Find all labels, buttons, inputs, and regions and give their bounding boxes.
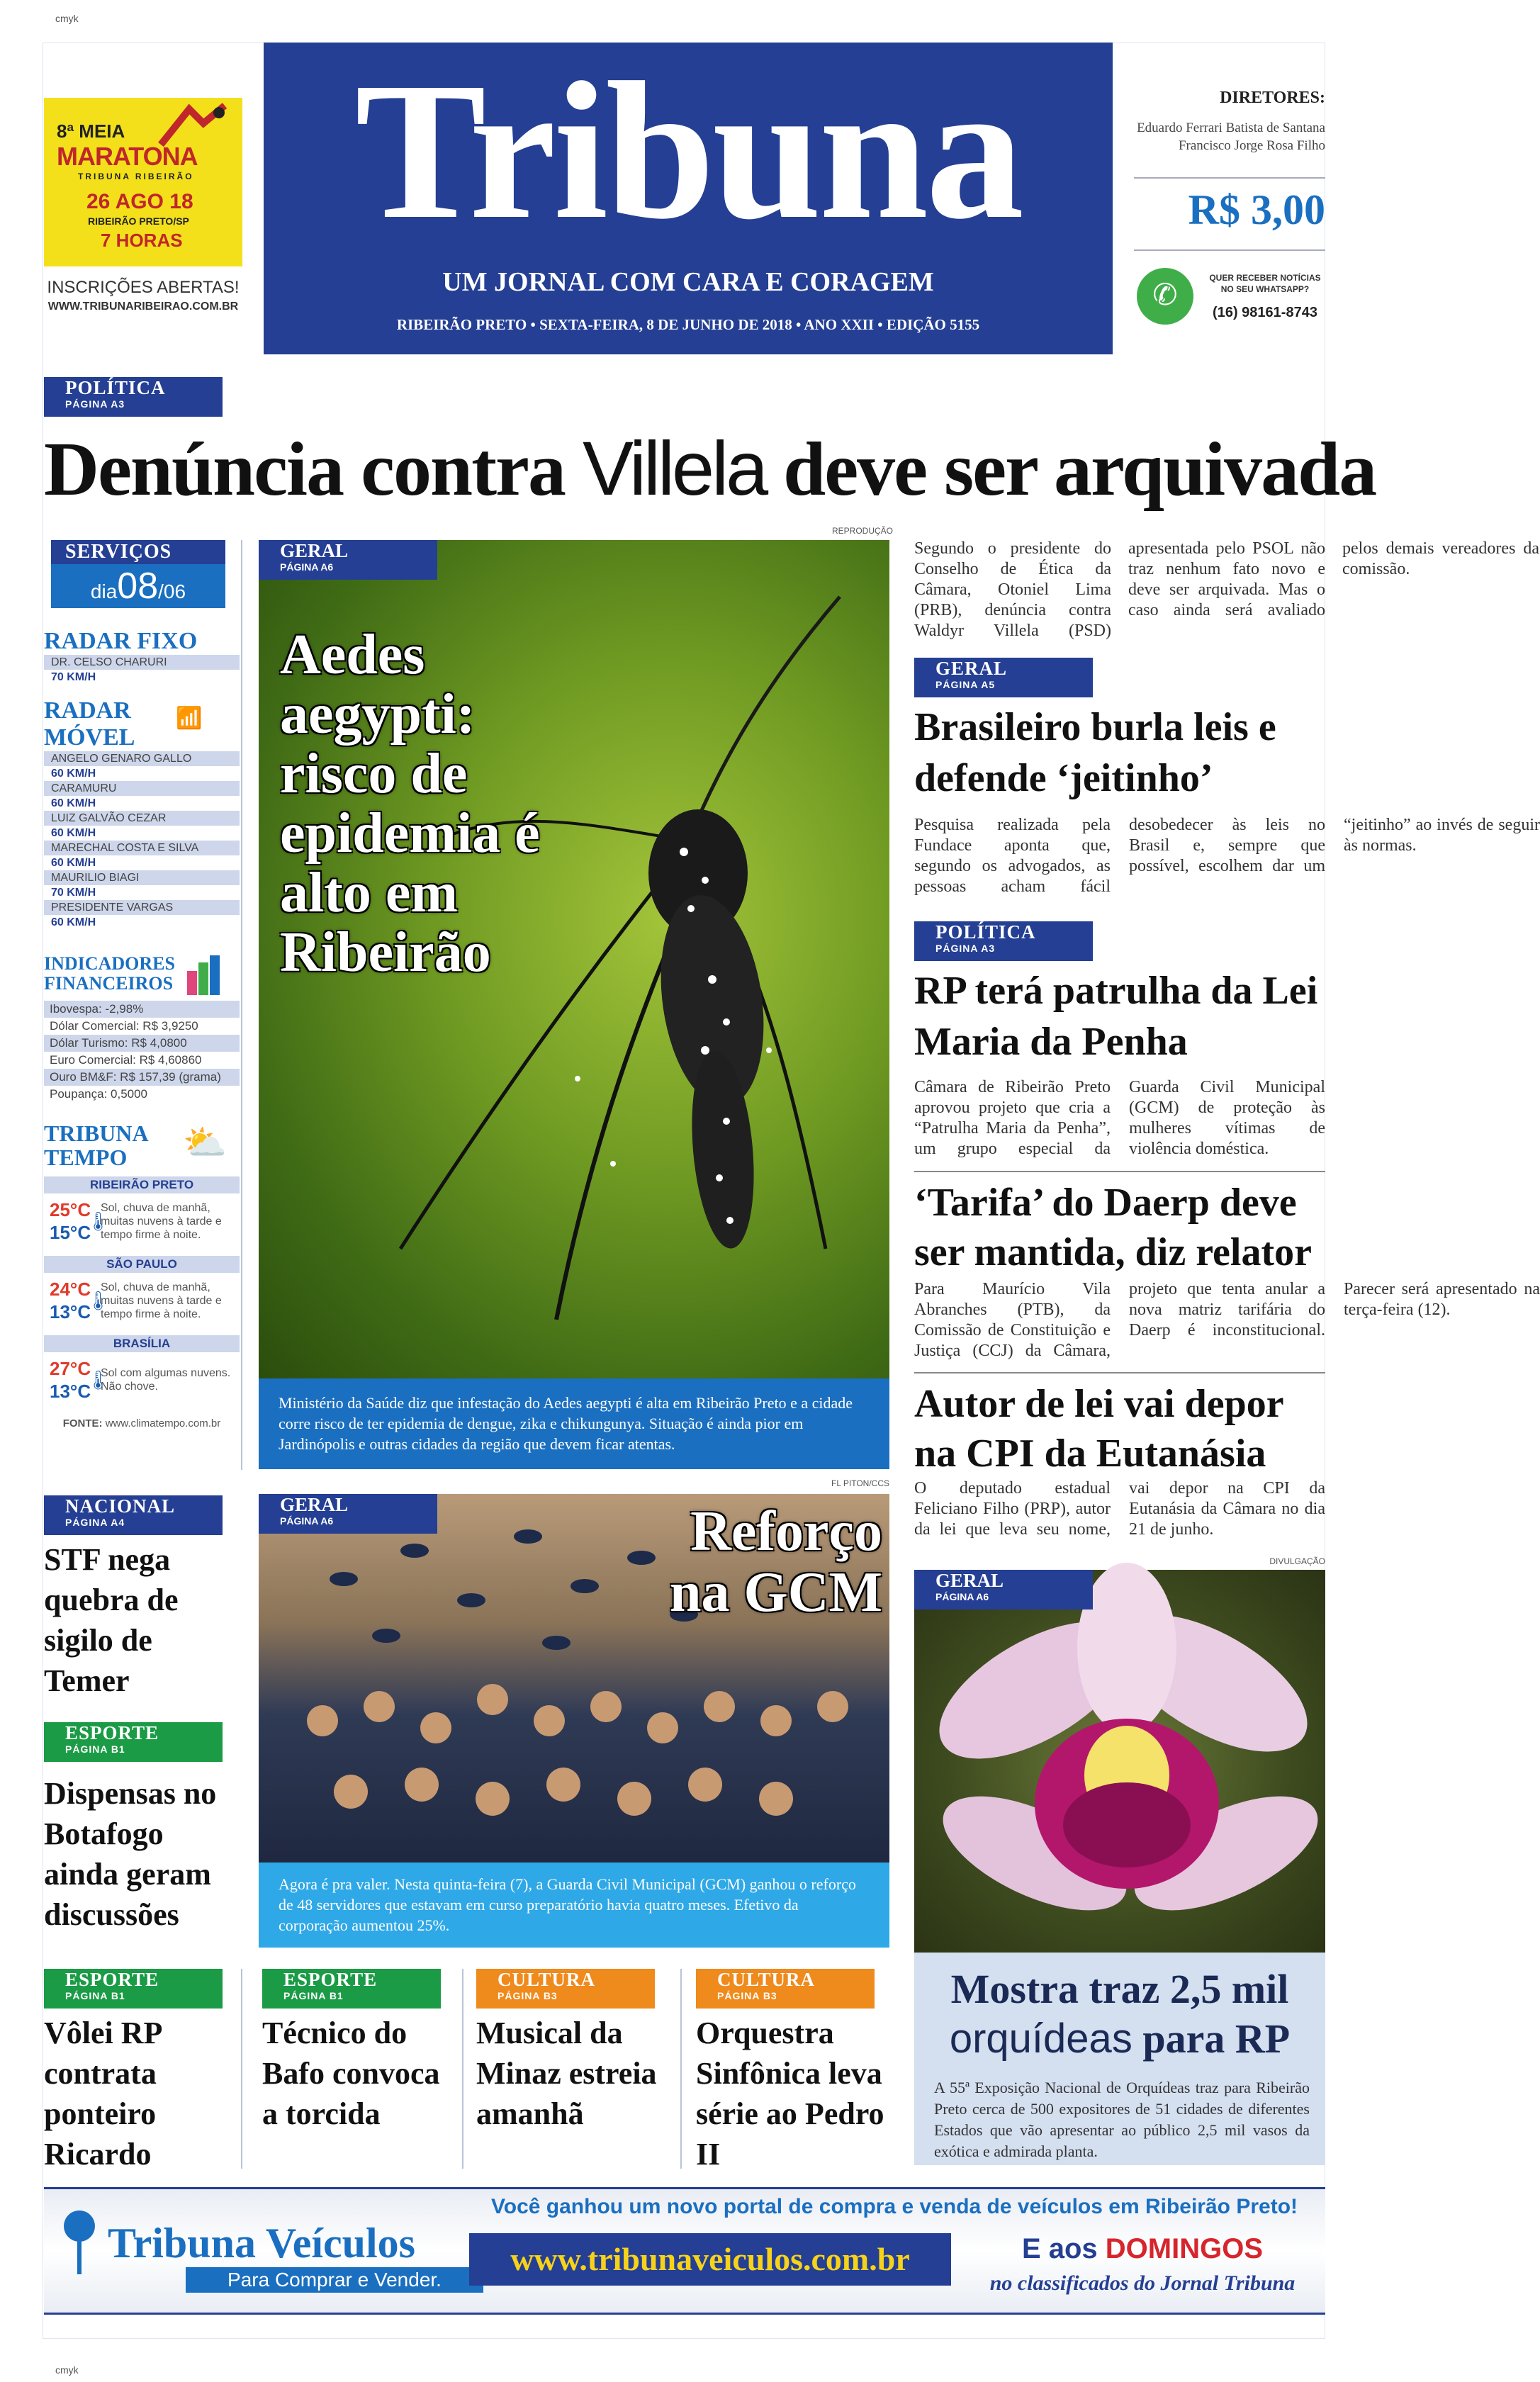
weather-desc: Sol, chuva de manhã, muitas nuvens à tarde e tempo firme à noite. — [101, 1281, 222, 1320]
headline-part: deve ser arquivada — [765, 427, 1376, 512]
section-label: ESPORTE — [65, 1969, 159, 1990]
page-label: PÁGINA A5 — [935, 679, 996, 690]
stf-headline[interactable]: STF nega quebra de sigilo de Temer — [44, 1542, 179, 1698]
whatsapp-icon: ✆ — [1137, 268, 1193, 325]
section-label: POLÍTICA — [65, 377, 166, 398]
radar-fixo — [44, 628, 240, 685]
ad-tagline: Para Comprar e Vender. — [186, 2267, 483, 2293]
section-label: NACIONAL — [65, 1495, 176, 1517]
aedes-photo[interactable] — [259, 540, 889, 1378]
section-label: ESPORTE — [65, 1722, 159, 1743]
radar-street: CARAMURU — [44, 781, 240, 796]
director-name: Francisco Jorge Rosa Filho — [1178, 138, 1325, 153]
top-story-section-tag — [44, 377, 223, 417]
bottom-story-tag — [696, 1969, 875, 2009]
weather-row — [44, 1193, 240, 1249]
orchid-section-tag — [914, 1570, 1093, 1609]
page-label: PÁGINA A6 — [935, 1591, 989, 1602]
radar-movel-title-2: MÓVEL — [44, 724, 135, 751]
weather-row — [44, 1273, 240, 1328]
chart-bars-icon — [184, 954, 227, 996]
bottom-story-headline[interactable]: Técnico do Bafo convoca a torcida — [262, 2016, 440, 2131]
section-label: POLÍTICA — [935, 921, 1036, 943]
director-name: Eduardo Ferrari Batista de Santana — [1137, 120, 1325, 135]
radar-street: MAURILIO BIAGI — [44, 870, 240, 885]
masthead-slogan: UM JORNAL COM CARA E CORAGEM — [442, 267, 934, 297]
financial-indicators — [44, 954, 240, 1103]
ad-sunday — [965, 2233, 1320, 2265]
orchid-credit: DIVULGAÇÃO — [1269, 1556, 1325, 1566]
section-label: CULTURA — [498, 1969, 596, 1990]
page-label: PÁGINA A4 — [65, 1517, 125, 1528]
price: R$ 3,00 — [1188, 186, 1325, 233]
page-label: PÁGINA A3 — [935, 943, 996, 954]
indicators-title-2: FINANCEIROS — [44, 973, 174, 994]
day-label: dia — [90, 580, 118, 602]
directors-names — [1120, 119, 1325, 155]
promo-signup: INSCRIÇÕES ABERTAS! — [47, 278, 240, 297]
radar-movel — [44, 697, 240, 930]
weather-city: SÃO PAULO — [44, 1256, 240, 1273]
jeitinho-headline[interactable]: Brasileiro burla leis e defende ‘jeitinho’ — [914, 705, 1276, 800]
headline-part: Denúncia contra — [44, 427, 583, 512]
sun-cloud-icon: ⛅ — [183, 1123, 227, 1162]
orchid-body: A 55ª Exposição Nacional de Orquídeas traz para Ribeirão Preto cerca de 500 expositores de 51 cidades de diferentes Estados que vão apresentar ao público 2,5 mil vasos da exótica e admirada planta. — [934, 2079, 1310, 2160]
page-label: PÁGINA B3 — [717, 1990, 777, 2001]
orchid-word: orquídeas — [949, 2016, 1132, 2062]
headline-name: Villela — [582, 425, 766, 511]
page-label: PÁGINA B1 — [65, 1743, 125, 1755]
thermometer-icon: 🌡 — [86, 1369, 111, 1391]
indicator-row: Ibovespa: -2,98% — [44, 1001, 240, 1018]
cpi-headline[interactable]: Autor de lei vai depor na CPI da Eutanásia — [914, 1382, 1283, 1476]
bottom-story-tag — [44, 1969, 223, 2009]
weather-city: BRASÍLIA — [44, 1335, 240, 1352]
penha-body: Câmara de Ribeirão Preto aprovou projeto que cria a “Patrulha Maria da Penha”, um grupo especial da Guarda Civil Municipal (GCM) de proteção às mulheres vítimas de violência doméstica. — [914, 1078, 1325, 1158]
promo-url[interactable]: WWW.TRIBUNARIBEIRAO.COM.BR — [47, 300, 239, 313]
gcm-headline: Reforço na GCM — [670, 1500, 882, 1624]
marathon-promo[interactable] — [44, 98, 242, 266]
whatsapp-text: QUER RECEBER NOTÍCIAS NO SEU WHATSAPP? — [1209, 273, 1321, 294]
stf-section-tag — [44, 1495, 223, 1535]
temp-max: 25°C — [50, 1199, 91, 1220]
ad-sunday-a: E aos — [1021, 2233, 1106, 2264]
radar-speed: 60 KM/H — [51, 857, 96, 869]
promo-subtitle: TRIBUNA RIBEIRÃO — [78, 172, 194, 181]
indicator-row: Ouro BM&F: R$ 157,39 (grama) — [44, 1069, 240, 1086]
aedes-caption: Ministério da Saúde diz que infestação do Aedes aegypti é alta em Ribeirão Preto e a cidade corre risco de ter epidemia de dengue, zika e chikungunya. Situação é ainda pior em Jardinópolis e outras cidades da região que devem ficar atentas. — [259, 1378, 889, 1469]
orchid-headline-1[interactable]: Mostra traz 2,5 mil — [950, 1966, 1289, 2012]
orchid-rest: para RP — [1132, 2016, 1291, 2062]
temp-min: 15°C — [50, 1222, 91, 1243]
orchid-illustration — [914, 1570, 1325, 1953]
directors-label: DIRETORES: — [1220, 89, 1325, 107]
promo-time: 7 HORAS — [101, 230, 183, 251]
masthead-dateline: RIBEIRÃO PRETO • SEXTA-FEIRA, 8 DE JUNHO DE 2018 • ANO XXII • EDIÇÃO 5155 — [396, 316, 980, 333]
indicator-row: Dólar Turismo: R$ 4,0800 — [44, 1035, 240, 1052]
services-title: SERVIÇOS — [65, 541, 172, 563]
weather-title-1: TRIBUNA — [44, 1120, 149, 1146]
section-label: GERAL — [280, 1494, 349, 1515]
bottom-story-headline[interactable]: Vôlei RP contrata ponteiro Ricardo — [44, 2016, 161, 2172]
radar-speed: 60 KM/H — [51, 797, 96, 809]
masthead-title: Tribuna — [354, 42, 1022, 260]
radar-street: LUIZ GALVÃO CEZAR — [44, 811, 240, 826]
source-label: FONTE: — [62, 1417, 103, 1429]
botafogo-section-tag — [44, 1722, 223, 1762]
orchid-story — [914, 1953, 1325, 2165]
page-label: PÁGINA A3 — [65, 398, 125, 410]
section-label: GERAL — [935, 658, 1008, 679]
promo-date: 26 AGO 18 — [86, 190, 193, 213]
top-story-credit: REPRODUÇÃO — [831, 526, 893, 536]
page-label: PÁGINA A6 — [280, 561, 334, 573]
page-label: PÁGINA B3 — [498, 1990, 558, 2001]
pin-icon — [58, 2210, 101, 2274]
month: /06 — [158, 580, 186, 602]
weather-desc: Sol com algumas nuvens. Não chove. — [101, 1367, 231, 1393]
thermometer-icon: 🌡 — [86, 1210, 111, 1232]
print-mark-bottom: cmyk — [55, 2364, 79, 2376]
bottom-story-headline[interactable]: Musical da Minaz estreia amanhã — [476, 2016, 657, 2131]
print-mark-top: cmyk — [55, 13, 79, 24]
jeitinho-section-tag — [914, 658, 1093, 697]
indicators-title-1: INDICADORES — [44, 953, 175, 974]
page-label: PÁGINA A6 — [280, 1515, 334, 1527]
radar-street: PRESIDENTE VARGAS — [44, 900, 240, 915]
services-box — [51, 540, 225, 608]
section-label: GERAL — [280, 540, 349, 561]
penha-section-tag — [914, 921, 1093, 961]
promo-city: RIBEIRÃO PRETO/SP — [88, 215, 189, 227]
gcm-credit: FL PITON/CCS — [831, 1478, 889, 1488]
whatsapp-phone[interactable]: (16) 98161-8743 — [1213, 305, 1317, 320]
weather-row — [44, 1352, 240, 1408]
top-story-body: Segundo o presidente do Conselho de Ética da Câmara, Otoniel Lima (PRB), denúncia contra Waldyr Villela (PSD) apresentada pelo PSOL não traz nenhum fato novo e deve ser arquivada. Mas o caso ainda será avaliado pelos demais vereadores da comissão. — [914, 539, 1539, 640]
botafogo-headline[interactable]: Dispensas no Botafogo ainda geram discussões — [44, 1776, 217, 1932]
thermometer-icon: 🌡 — [86, 1289, 111, 1311]
bottom-story-headline[interactable]: Orquestra Sinfônica leva série ao Pedro II — [696, 2016, 884, 2172]
radar-street: DR. CELSO CHARURI — [44, 655, 240, 670]
source-url[interactable]: www.climatempo.com.br — [105, 1417, 221, 1429]
services-date — [51, 564, 225, 608]
gcm-photo[interactable] — [259, 1494, 889, 1863]
weather — [44, 1121, 240, 1429]
page-label: PÁGINA B1 — [283, 1990, 344, 2001]
aedes-headline: Aedes aegypti: risco de epidemia é alto em Ribeirão — [280, 624, 540, 984]
promo-edition: 8ª MEIA — [57, 120, 125, 142]
page-label: PÁGINA B1 — [65, 1990, 125, 2001]
cpi-body: O deputado estadual Feliciano Filho (PRP), autor da lei que leva seu nome, vai depor na CPI da Eutanásia da Câmara no dia 21 de junho. — [914, 1479, 1325, 1539]
ad-headline: Você ganhou um novo portal de compra e venda de veículos em Ribeirão Preto! — [490, 2195, 1298, 2218]
radar-speed: 70 KM/H — [51, 887, 96, 899]
top-story-headline[interactable] — [44, 422, 1376, 516]
masthead — [264, 43, 1113, 354]
jeitinho-body: Pesquisa realizada pela Fundace aponta que, segundo os advogados, as pessoas acham fácil desobedecer às leis no Brasil e, sempre que possível, escolhem dar um “jeitinho” ao invés de seguir às normas. — [914, 816, 1540, 896]
gcm-section-tag — [259, 1494, 437, 1534]
tribuna-veiculos-ad[interactable] — [44, 2187, 1325, 2315]
radar-movel-title-1: RADAR — [44, 697, 131, 724]
ad-url[interactable]: www.tribunaveiculos.com.br — [469, 2233, 951, 2286]
radar-street: MARECHAL COSTA E SILVA — [44, 841, 240, 855]
temp-max: 27°C — [50, 1358, 91, 1379]
radar-movel-title — [44, 697, 240, 751]
promo-title: MARATONA — [57, 142, 198, 171]
indicator-row: Dólar Comercial: R$ 3,9250 — [50, 1019, 198, 1033]
indicator-row: Euro Comercial: R$ 4,60860 — [50, 1053, 202, 1067]
weather-desc: Sol, chuva de manhã, muitas nuvens à tarde e tempo firme à noite. — [101, 1201, 222, 1241]
section-label: ESPORTE — [283, 1969, 378, 1990]
penha-headline[interactable]: RP terá patrulha da Lei Maria da Penha — [914, 969, 1318, 1064]
orchid-photo[interactable] — [914, 1570, 1325, 1953]
section-label: CULTURA — [717, 1969, 816, 1990]
weather-source — [44, 1417, 240, 1429]
orchid-headline-2[interactable] — [914, 2015, 1325, 2063]
tarifa-body: Para Maurício Vila Abranches (PTB), da Comissão de Constituição e Justiça (CCJ) da Câmara, projeto que tenta anular a nova matriz tarifária do Daerp é inconstitucional. Parecer será apresentado na terça-feira (12). — [914, 1280, 1540, 1360]
gcm-caption: Agora é pra valer. Nesta quinta-feira (7), a Guarda Civil Municipal (GCM) ganhou o reforço de 48 servidores que estavam em curso preparatório havia quatro meses. Efetivo da corporação aumentou 25%. — [259, 1863, 889, 1948]
ad-sunday-b: DOMINGOS — [1105, 2233, 1264, 2264]
temp-max: 24°C — [50, 1279, 91, 1300]
section-label: GERAL — [935, 1570, 1004, 1591]
tarifa-headline[interactable]: ‘Tarifa’ do Daerp deve ser mantida, diz relator — [914, 1181, 1312, 1274]
temp-min: 13°C — [50, 1381, 91, 1402]
radar-signal-icon: 📶 — [176, 707, 203, 730]
weather-city: RIBEIRÃO PRETO — [44, 1176, 240, 1193]
radar-street: ANGELO GENARO GALLO — [44, 751, 240, 766]
ad-classified: no classificados do Jornal Tribuna — [989, 2271, 1295, 2295]
bottom-story-tag — [476, 1969, 655, 2009]
radar-fixo-title: RADAR FIXO — [44, 628, 198, 654]
aedes-section-tag — [259, 540, 437, 580]
temp-min: 13°C — [50, 1301, 91, 1322]
ad-brand: Tribuna Veículos — [108, 2220, 416, 2266]
radar-speed: 60 KM/H — [51, 827, 96, 839]
day: 08 — [117, 566, 159, 607]
radar-speed: 60 KM/H — [51, 916, 96, 928]
radar-speed: 60 KM/H — [51, 768, 96, 780]
services-sidebar — [44, 540, 240, 1470]
weather-title-2: TEMPO — [44, 1145, 128, 1170]
bottom-story-tag — [262, 1969, 441, 2009]
radar-speed: 70 KM/H — [51, 671, 96, 683]
indicator-row: Poupança: 0,5000 — [50, 1087, 148, 1101]
